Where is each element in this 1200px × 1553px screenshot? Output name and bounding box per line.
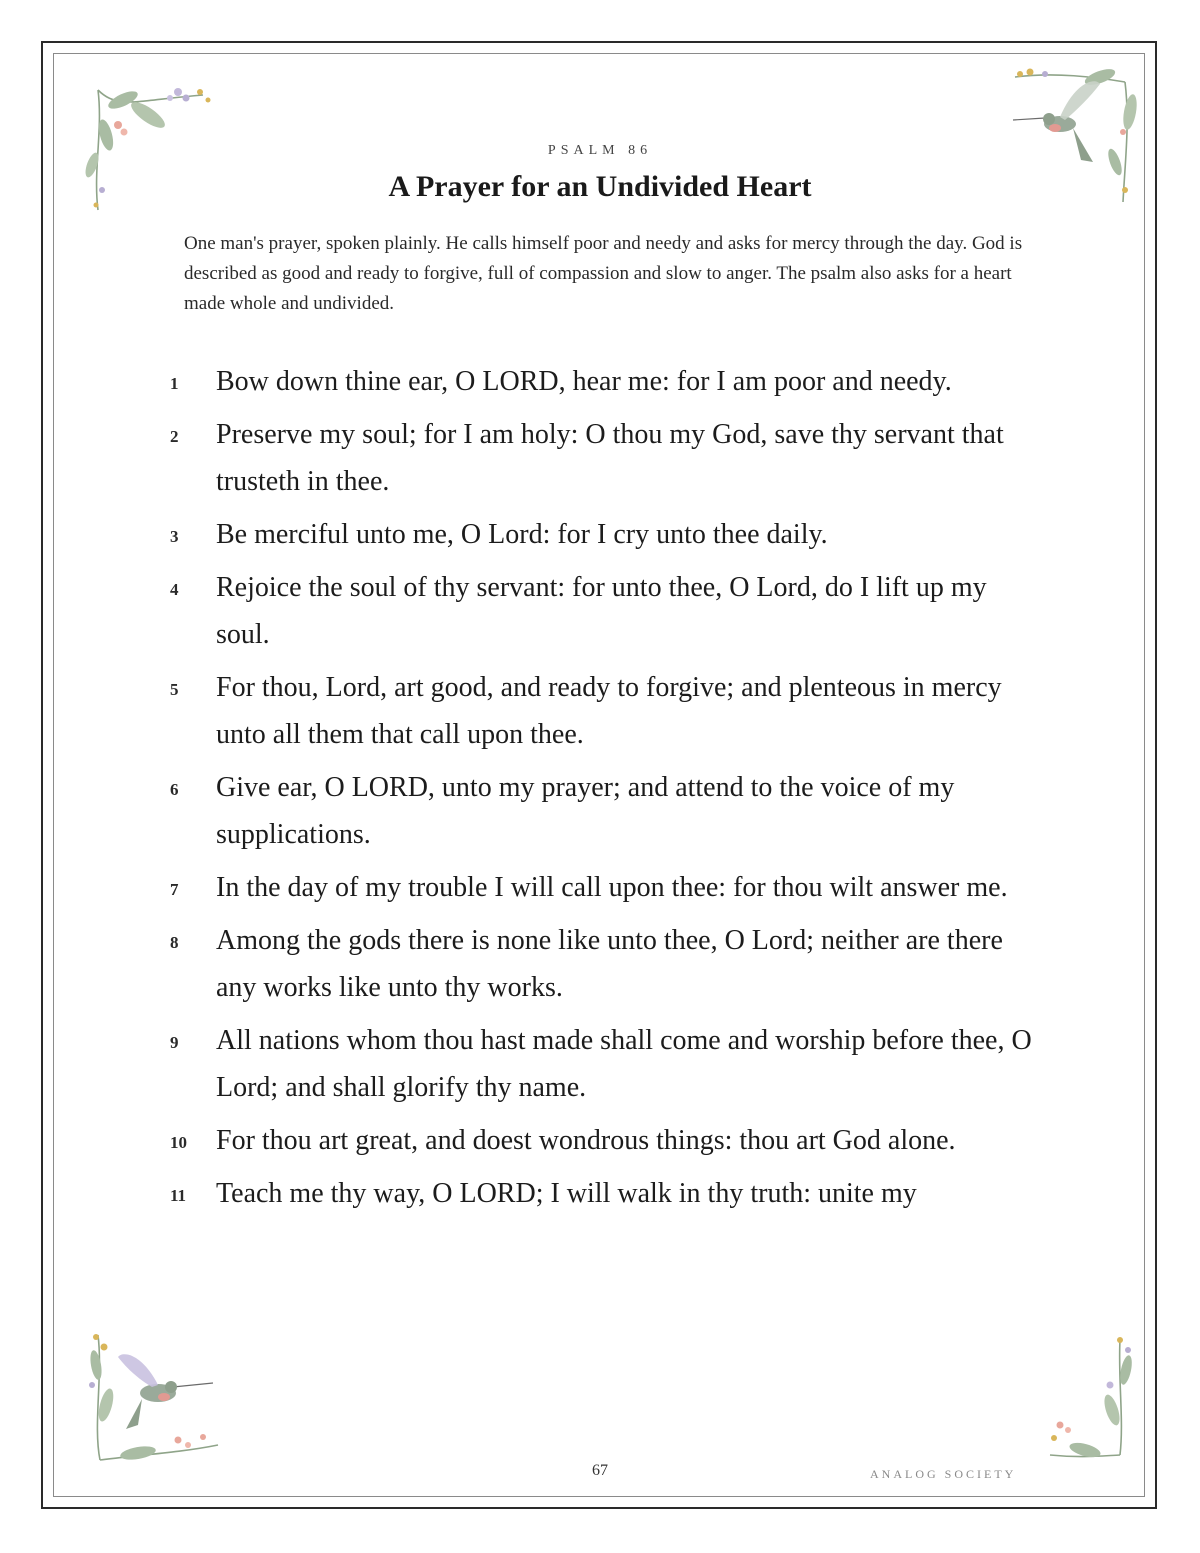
verse-number: 7 xyxy=(170,880,179,899)
verse-number: 9 xyxy=(170,1033,179,1052)
verse xyxy=(170,864,1040,911)
verse-text: Give ear, O LORD, unto my prayer; and attend to the voice of my supplications. xyxy=(216,772,955,850)
verse xyxy=(170,358,1040,405)
brand-name: ANALOG SOCIETY xyxy=(870,1467,1017,1481)
verse-number: 3 xyxy=(170,527,179,546)
psalm-number: PSALM 86 xyxy=(547,143,653,158)
verse-number: 4 xyxy=(170,580,179,599)
verse-text: In the day of my trouble I will call upon thee: for thou wilt answer me. xyxy=(216,872,1008,903)
verse xyxy=(170,1017,1040,1111)
verse-number: 2 xyxy=(170,427,179,446)
verse-number: 1 xyxy=(170,374,179,393)
verse-text: Be merciful unto me, O Lord: for I cry unto thee daily. xyxy=(216,519,828,550)
verse-text: Among the gods there is none like unto thee, O Lord; neither are there any works like unto thy works. xyxy=(216,925,1003,1003)
verse xyxy=(170,411,1040,505)
verse-number: 10 xyxy=(170,1133,187,1152)
verse-text: Preserve my soul; for I am holy: O thou my God, save thy servant that trusteth in thee. xyxy=(216,419,1004,497)
verse-number: 5 xyxy=(170,680,179,699)
verse xyxy=(170,1170,1040,1217)
verse-text: Rejoice the soul of thy servant: for unto thee, O Lord, do I lift up my soul. xyxy=(216,572,987,650)
verse-text: For thou art great, and doest wondrous things: thou art God alone. xyxy=(216,1125,956,1156)
page-title: A Prayer for an Undivided Heart xyxy=(388,170,812,203)
verse-text: Teach me thy way, O LORD; I will walk in thy truth: unite my xyxy=(216,1178,917,1209)
verse xyxy=(170,1117,1040,1164)
verse xyxy=(170,564,1040,658)
hummingbird-floral-icon xyxy=(78,1325,228,1475)
verse-text: All nations whom thou hast made shall come and worship before thee, O Lord; and shall glorify thy name. xyxy=(216,1025,1032,1103)
verse-number: 11 xyxy=(170,1186,187,1205)
verse-number: 6 xyxy=(170,780,179,799)
verse xyxy=(170,917,1040,1011)
verse-text: For thou, Lord, art good, and ready to forgive; and plenteous in mercy unto all them that call upon thee. xyxy=(216,672,1002,750)
verse-number: 8 xyxy=(170,933,179,952)
verse xyxy=(170,764,1040,858)
verse-list xyxy=(170,358,1040,1223)
verse-text: Bow down thine ear, O LORD, hear me: for I am poor and needy. xyxy=(216,366,952,397)
verse xyxy=(170,664,1040,758)
floral-corner-icon xyxy=(1040,1330,1190,1480)
page-number: 67 xyxy=(592,1462,608,1479)
psalm-introduction: One man's prayer, spoken plainly. He calls himself poor and needy and asks for mercy through the day. God is described as good and ready to forgive, full of compassion and slow to anger. The psalm also asks for a heart made whole and undivided. xyxy=(184,233,1023,314)
verse xyxy=(170,511,1040,558)
